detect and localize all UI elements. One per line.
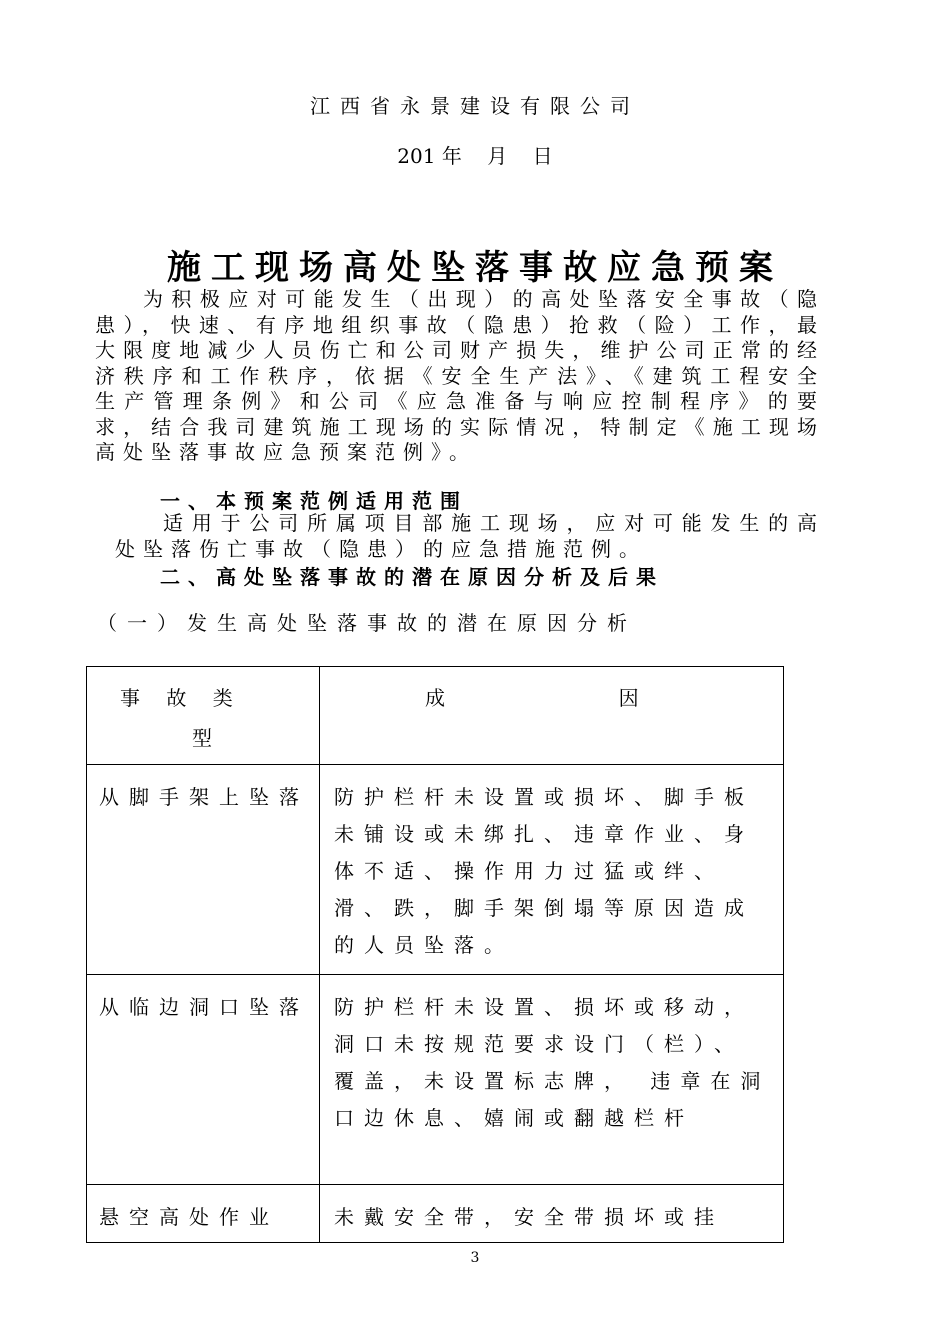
row-cause-cell: 防护栏杆未设置、损坏或移动，洞口未按规范要求设门（栏）、覆盖，未设置标志牌， 违章在洞口边休息、嬉闹或翻越栏杆 xyxy=(320,975,784,1185)
table-row xyxy=(87,975,784,1185)
intro-paragraph: 为积极应对可能发生（出现）的高处坠落安全事故（隐患），快速、有序地组织事故（隐患）抢救（险）工作，最大限度地减少人员伤亡和公司财产损失，维护公司正常的经济秩序和工作秩序，依据《安全生产法》、《建筑工程安全生产管理条例》和公司《应急准备与响应控制程序》的要求，结合我司建筑施工现场的实际情况，特制定《施工现场高处坠落事故应急预案范例》。 xyxy=(95,287,825,464)
section-2-subheading: （一）发生高处坠落事故的潜在原因分析 xyxy=(97,611,637,635)
header-cause-label: 成 因 xyxy=(425,686,649,710)
row-cause-cell: 防护栏杆未设置或损坏、脚手板未铺设或未绑扎、违章作业、身体不适、操作用力过猛或绊、滑、跌，脚手架倒塌等原因造成的人员坠落。 xyxy=(320,765,784,975)
table-row xyxy=(87,1185,784,1243)
row-type-cell: 悬空高处作业 xyxy=(87,1185,320,1243)
header-type-label-cont: 型 xyxy=(192,726,222,750)
document-date: 201 年 月 日 xyxy=(397,144,553,168)
cause-analysis-table xyxy=(86,666,784,1243)
document-title: 施工现场高处坠落事故应急预案 xyxy=(167,248,783,288)
table-header-row xyxy=(87,667,784,765)
company-name: 江西省永景建设有限公司 xyxy=(310,94,640,118)
page-number: 3 xyxy=(470,1250,480,1266)
row-type-cell: 从临边洞口坠落 xyxy=(87,975,320,1185)
section-2-heading: 二、高处坠落事故的潜在原因分析及后果 xyxy=(160,565,664,589)
header-cell-type xyxy=(87,667,320,765)
section-1-heading: 一、本预案范例适用范围 xyxy=(160,489,468,513)
table-row xyxy=(87,765,784,975)
row-type-cell: 从脚手架上坠落 xyxy=(87,765,320,975)
header-type-label: 事 故 类 xyxy=(120,686,243,710)
row-cause-cell: 未戴安全带，安全带损坏或挂 xyxy=(320,1185,784,1243)
header-cell-cause xyxy=(320,667,784,765)
section-1-text: 适用于公司所属项目部施工现场，应对可能发生的高处坠落伤亡事故（隐患）的应急措施范例。 xyxy=(115,511,825,561)
